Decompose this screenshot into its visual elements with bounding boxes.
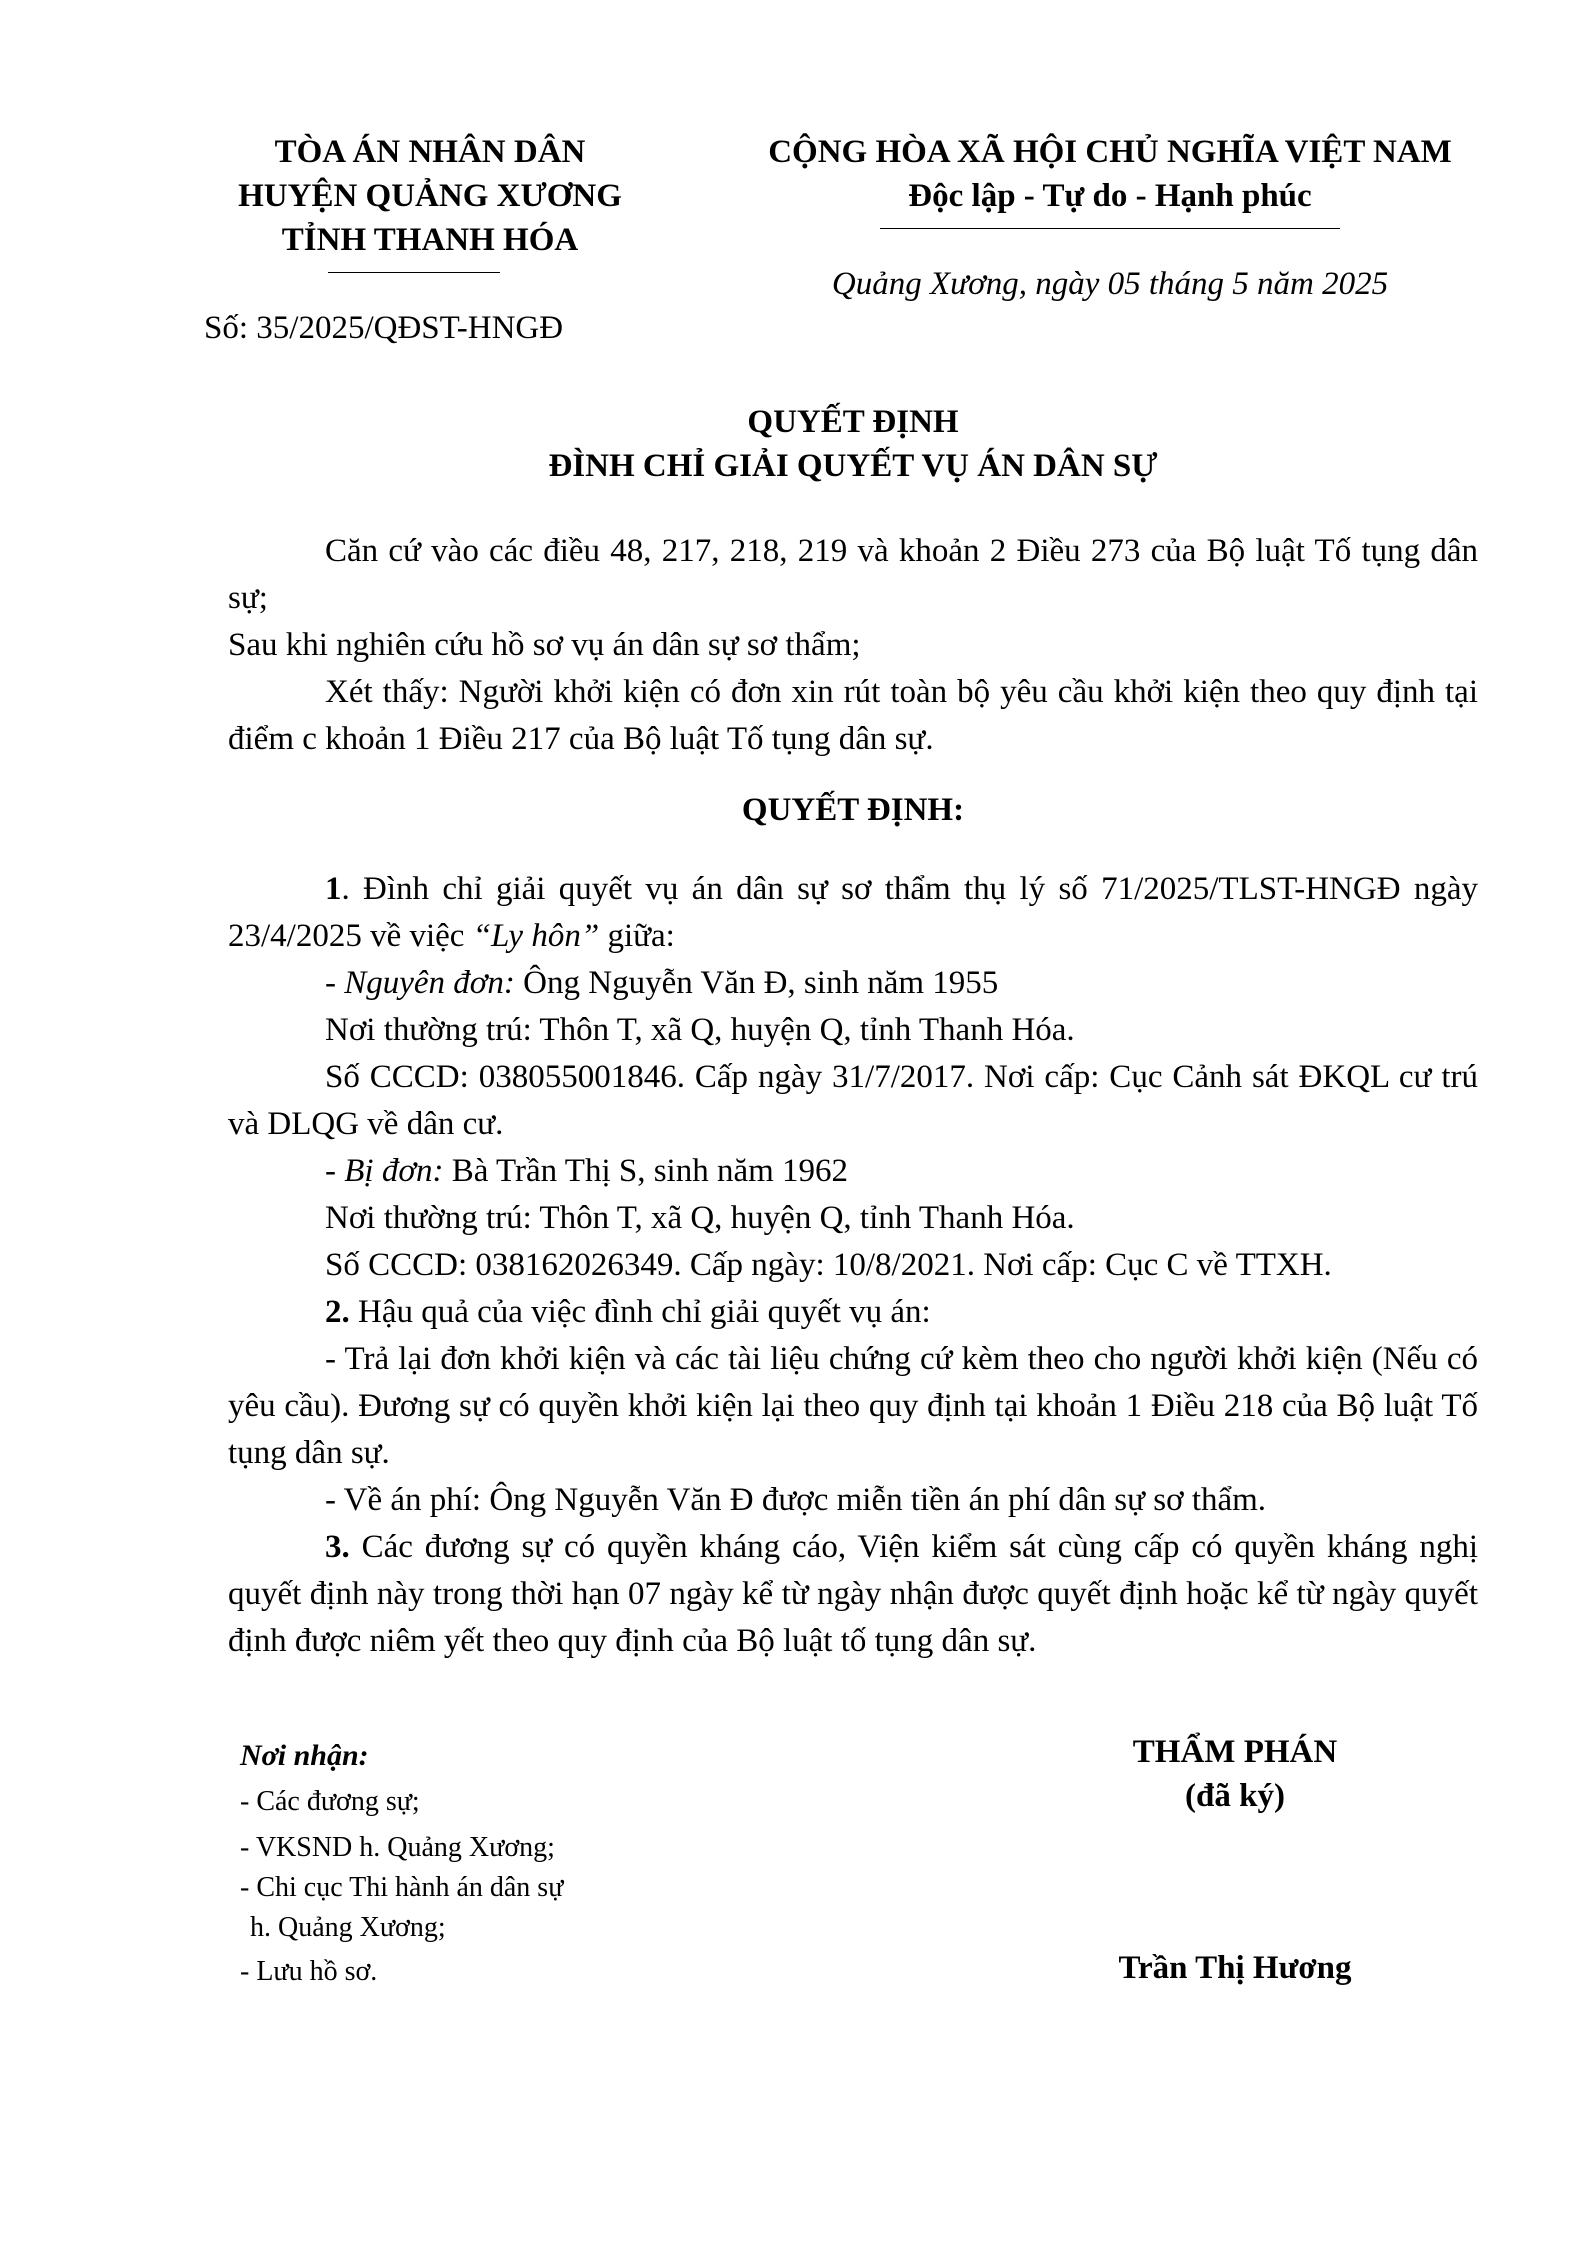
court-underline: [328, 272, 500, 273]
place-and-date: Quảng Xương, ngày 05 tháng 5 năm 2025: [831, 266, 1389, 302]
defendant-label: Bị đơn:: [344, 1153, 444, 1189]
recipient-item: - Chi cục Thi hành án dân sự: [240, 1872, 564, 1903]
item-3-number: 3.: [325, 1529, 350, 1565]
item-3-text: [228, 1524, 1478, 1665]
signed-status: (đã ký): [1185, 1778, 1285, 1814]
plaintiff-id: Số CCCD: 038055001846. Cấp ngày 31/7/2017. Nơi cấp: Cục Cảnh sát ĐKQL cư trú và DLQG về dân cư.: [228, 1059, 1478, 1142]
defendant-line: - Bị đơn: Bà Trần Thị S, sinh năm 1962: [325, 1153, 849, 1189]
signer-name: Trần Thị Hương: [1118, 1950, 1352, 1986]
return-documents: - Trả lại đơn khởi kiện và các tài liệu chứng cứ kèm theo cho người khởi kiện (Nếu có yêu cầu). Đương sự có quyền khởi kiện lại theo quy định tại khoản 1 Điều 218 của Bộ luật Tố tụng dân sự.: [228, 1341, 1478, 1471]
item-2-number: 2.: [325, 1294, 350, 1330]
defendant-name: Bà Trần Thị S, sinh năm 1962: [443, 1153, 849, 1189]
item-1-body-a: . Đình chỉ giải quyết vụ án dân sự sơ thẩm thụ lý số 71/2025/TLST-HNGĐ ngày 23/4/2025 về việc: [228, 871, 1478, 954]
court-name-line-2: HUYỆN QUẢNG XƯƠNG: [238, 178, 622, 214]
document-number: Số: 35/2025/QĐST-HNGĐ: [204, 310, 564, 346]
defendant-id: Số CCCD: 038162026349. Cấp ngày: 10/8/2021. Nơi cấp: Cục C về TTXH.: [325, 1247, 1332, 1283]
item-2-body: Hậu quả của việc đình chỉ giải quyết vụ án:: [349, 1294, 931, 1330]
plaintiff-name: Ông Nguyễn Văn Đ, sinh năm 1955: [514, 965, 999, 1001]
recipient-item: h. Quảng Xương;: [250, 1912, 446, 1943]
recipients-heading: Nơi nhận:: [240, 1739, 369, 1772]
case-type: “Ly hôn”: [472, 918, 600, 954]
item-1-text: [228, 866, 1478, 960]
recipient-item: - VKSND h. Quảng Xương;: [240, 1832, 555, 1863]
defendant-address: Nơi thường trú: Thôn T, xã Q, huyện Q, tỉnh Thanh Hóa.: [325, 1200, 1075, 1236]
plaintiff-line: - Nguyên đơn: Ông Nguyễn Văn Đ, sinh năm 1955: [325, 965, 999, 1001]
recipient-item: - Lưu hồ sơ.: [240, 1956, 378, 1987]
court-name-line-3: TỈNH THANH HÓA: [281, 222, 579, 258]
court-name-line-1: TÒA ÁN NHÂN DÂN: [274, 134, 586, 170]
decision-subtitle: ĐÌNH CHỈ GIẢI QUYẾT VỤ ÁN DÂN SỰ: [548, 448, 1158, 484]
signer-role: THẨM PHÁN: [1132, 1734, 1338, 1770]
item-2-text: [325, 1289, 1478, 1336]
decision-title: QUYẾT ĐỊNH: [747, 404, 959, 440]
item-1-number: 1: [325, 871, 342, 907]
plaintiff-label: Nguyên đơn:: [344, 965, 515, 1001]
study-statement: Sau khi nghiên cứu hồ sơ vụ án dân sự sơ thẩm;: [228, 627, 861, 663]
item-3-body: Các đương sự có quyền kháng cáo, Viện kiểm sát cùng cấp có quyền kháng nghị quyết định này trong thời hạn 07 ngày kể từ ngày nhận được quyết định hoặc kể từ ngày quyết định được niêm yết theo quy định của Bộ luật tố tụng dân sự.: [228, 1529, 1478, 1659]
recipient-item: - Các đương sự;: [240, 1786, 420, 1817]
nation-motto: Độc lập - Tự do - Hạnh phúc: [908, 178, 1312, 214]
item-1-body-b: giữa:: [599, 918, 675, 954]
consideration: Xét thấy: Người khởi kiện có đơn xin rút toàn bộ yêu cầu khởi kiện theo quy định tại điểm c khoản 1 Điều 217 của Bộ luật Tố tụng dân sự.: [228, 674, 1478, 757]
legal-basis: Căn cứ vào các điều 48, 217, 218, 219 và khoản 2 Điều 273 của Bộ luật Tố tụng dân sự;: [228, 533, 1478, 616]
decision-heading: QUYẾT ĐỊNH:: [741, 792, 965, 828]
court-fee: - Về án phí: Ông Nguyễn Văn Đ được miễn tiền án phí dân sự sơ thẩm.: [325, 1482, 1267, 1518]
plaintiff-address: Nơi thường trú: Thôn T, xã Q, huyện Q, tỉnh Thanh Hóa.: [325, 1012, 1075, 1048]
motto-underline: [880, 228, 1340, 229]
nation-title: CỘNG HÒA XÃ HỘI CHỦ NGHĨA VIỆT NAM: [768, 134, 1452, 170]
